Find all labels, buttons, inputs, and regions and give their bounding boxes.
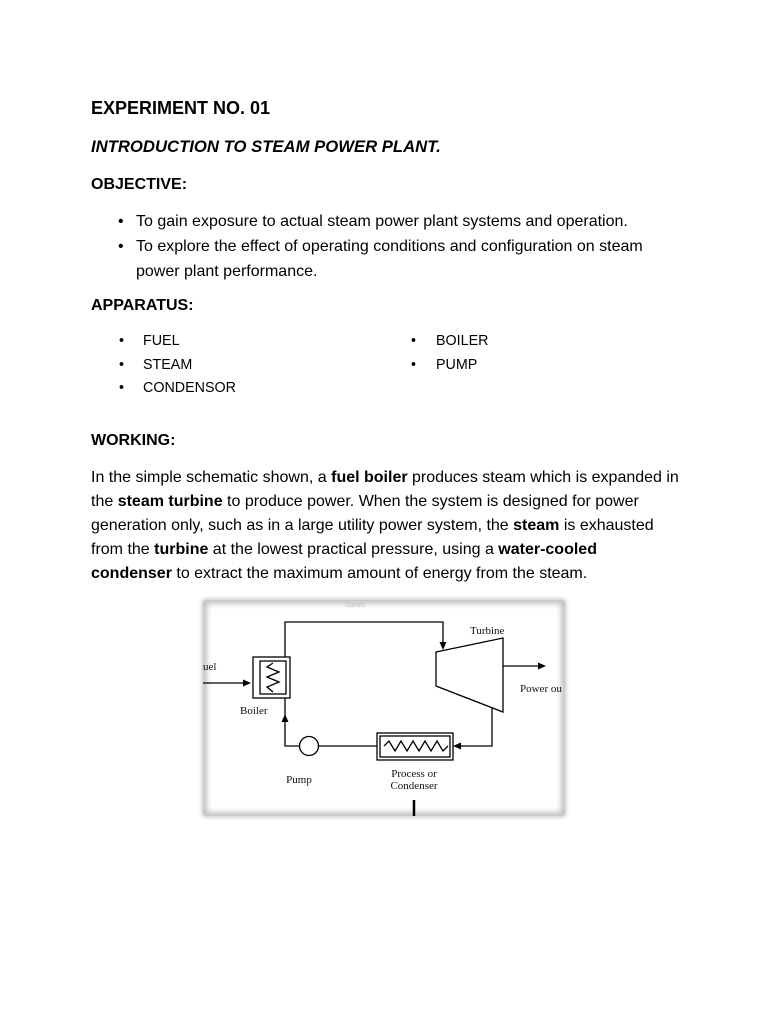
bold-term: water-cooled xyxy=(498,541,597,558)
condenser-symbol xyxy=(377,733,453,760)
paragraph-line xyxy=(91,538,679,562)
diagram-frame xyxy=(203,600,565,816)
boiler-symbol xyxy=(253,657,290,698)
apparatus-item: • BOILER xyxy=(411,330,488,354)
paragraph-line xyxy=(91,466,679,490)
turbine-symbol xyxy=(436,638,503,712)
apparatus-item: • FUEL xyxy=(119,330,236,354)
bold-term: turbine xyxy=(154,541,209,558)
condenser-label-line1: Process or xyxy=(391,768,437,780)
feedwater-line xyxy=(282,698,300,746)
bold-term: steam turbine xyxy=(117,493,223,510)
pump-label: Pump xyxy=(286,774,312,786)
paragraph-text: to produce power. When the system is designed for power xyxy=(222,493,639,510)
boiler-label: Boiler xyxy=(240,705,268,717)
bold-term: condenser xyxy=(91,565,172,582)
fuel-label: uel xyxy=(203,661,217,673)
paragraph-text: from the xyxy=(91,541,155,558)
apparatus-item: • PUMP xyxy=(411,354,488,378)
paragraph-line xyxy=(91,562,679,586)
power-out-arrow xyxy=(503,663,546,670)
objective-item: • To gain exposure to actual steam power plant systems and operation. xyxy=(118,209,666,234)
paragraph-text: generation only, such as in a large utility power system, the xyxy=(91,517,514,534)
apparatus-list-right xyxy=(411,330,488,377)
working-heading: WORKING: xyxy=(91,432,176,449)
objective-heading: OBJECTIVE: xyxy=(91,176,188,193)
steam-power-plant-schematic xyxy=(203,600,565,816)
paragraph-text: to extract the maximum amount of energy from the steam. xyxy=(171,565,588,582)
apparatus-item: • CONDENSOR xyxy=(119,377,236,401)
condenser-label-line2: Condenser xyxy=(390,780,438,792)
bold-term: steam xyxy=(513,517,560,534)
experiment-title: EXPERIMENT NO. 01 xyxy=(91,98,271,118)
paragraph-text: produces steam which is expanded in xyxy=(407,469,679,486)
pump-symbol xyxy=(300,737,319,756)
steam-line xyxy=(285,622,447,657)
apparatus-heading: APPARATUS: xyxy=(91,297,194,314)
fuel-arrow xyxy=(203,680,251,687)
experiment-subtitle: INTRODUCTION TO STEAM POWER PLANT. xyxy=(91,137,441,156)
objective-item: • To explore the effect of operating conditions and configuration on steam power plant performance. xyxy=(118,234,666,284)
turbine-label: Turbine xyxy=(470,625,505,637)
paragraph-text: at the lowest practical pressure, using a xyxy=(208,541,499,558)
paragraph-text: is exhausted xyxy=(559,517,654,534)
steam-label: Steam xyxy=(345,600,365,609)
objective-list xyxy=(118,209,666,284)
power-out-label: Power ou xyxy=(520,683,562,695)
paragraph-line xyxy=(91,490,679,514)
working-paragraph xyxy=(91,466,679,586)
paragraph-text: the xyxy=(91,493,118,510)
bold-term: fuel boiler xyxy=(331,469,408,486)
paragraph-line xyxy=(91,514,679,538)
apparatus-item: • STEAM xyxy=(119,354,236,378)
paragraph-text: In the simple schematic shown, a xyxy=(91,469,332,486)
exhaust-line xyxy=(453,708,492,750)
apparatus-list-left xyxy=(119,330,236,401)
